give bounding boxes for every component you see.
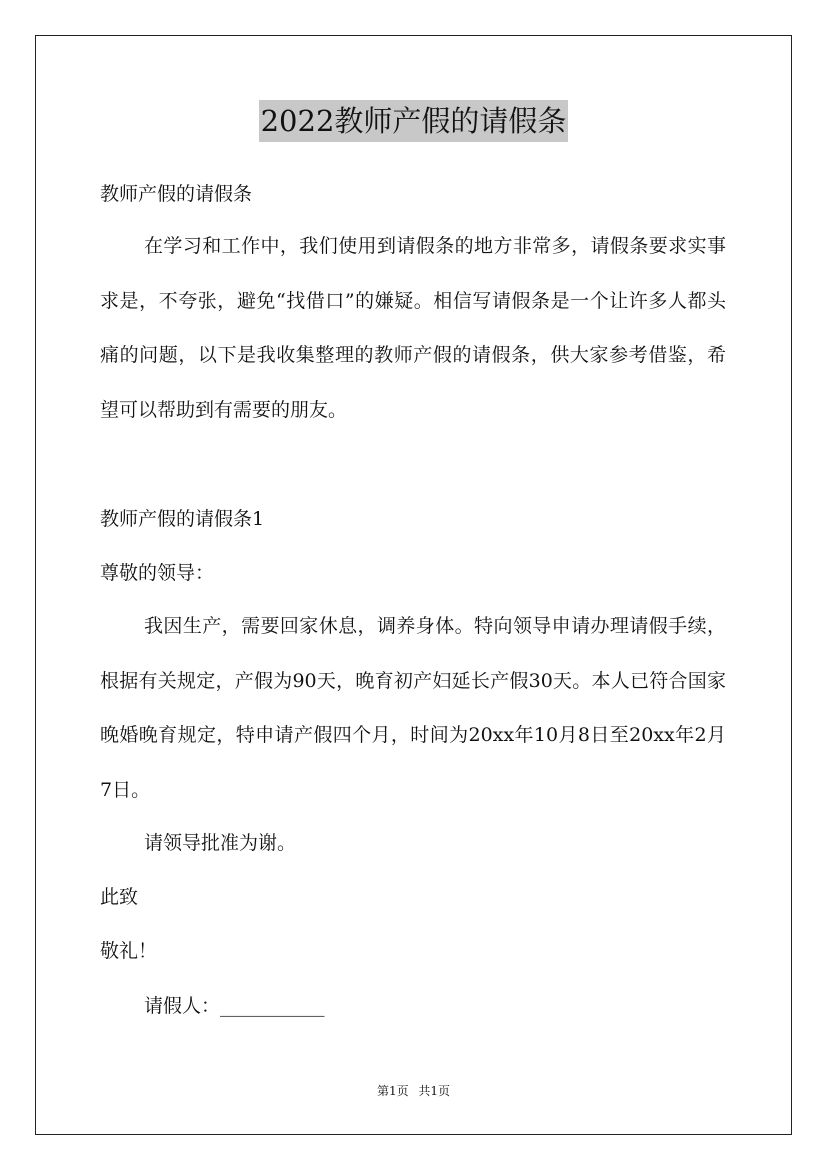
signature-line: 请假人：___________ bbox=[144, 995, 325, 1017]
document-subtitle: 教师产假的请假条 bbox=[100, 183, 253, 205]
document-title: 2022教师产假的请假条 bbox=[259, 100, 569, 142]
request-line: 请领导批准为谢。 bbox=[144, 832, 297, 854]
salutation: 尊敬的领导： bbox=[100, 562, 215, 584]
body-paragraph: 我因生产，需要回家休息，调养身体。特向领导申请办理请假手续，根据有关规定，产假为90天，晚育初产妇延长产假30天。本人已符合国家晚婚晚育规定，特申请产假四个月，时间为20xx年10月8日至20xx年2月7日。 bbox=[100, 615, 726, 801]
page-footer: 第1页 共1页 bbox=[376, 1084, 451, 1098]
closing-line-1: 此致 bbox=[100, 886, 139, 908]
intro-paragraph: 在学习和工作中，我们使用到请假条的地方非常多，请假条要求实事求是，不夸张，避免“找借口”的嫌疑。相信写请假条是一个让许多人都头痛的问题，以下是我收集整理的教师产假的请假条，供大家参考借鉴，希望可以帮助到有需要的朋友。 bbox=[100, 235, 726, 421]
closing-line-2: 敬礼！ bbox=[100, 940, 158, 962]
title-wrap bbox=[0, 100, 827, 142]
section-heading: 教师产假的请假条1 bbox=[100, 508, 265, 530]
